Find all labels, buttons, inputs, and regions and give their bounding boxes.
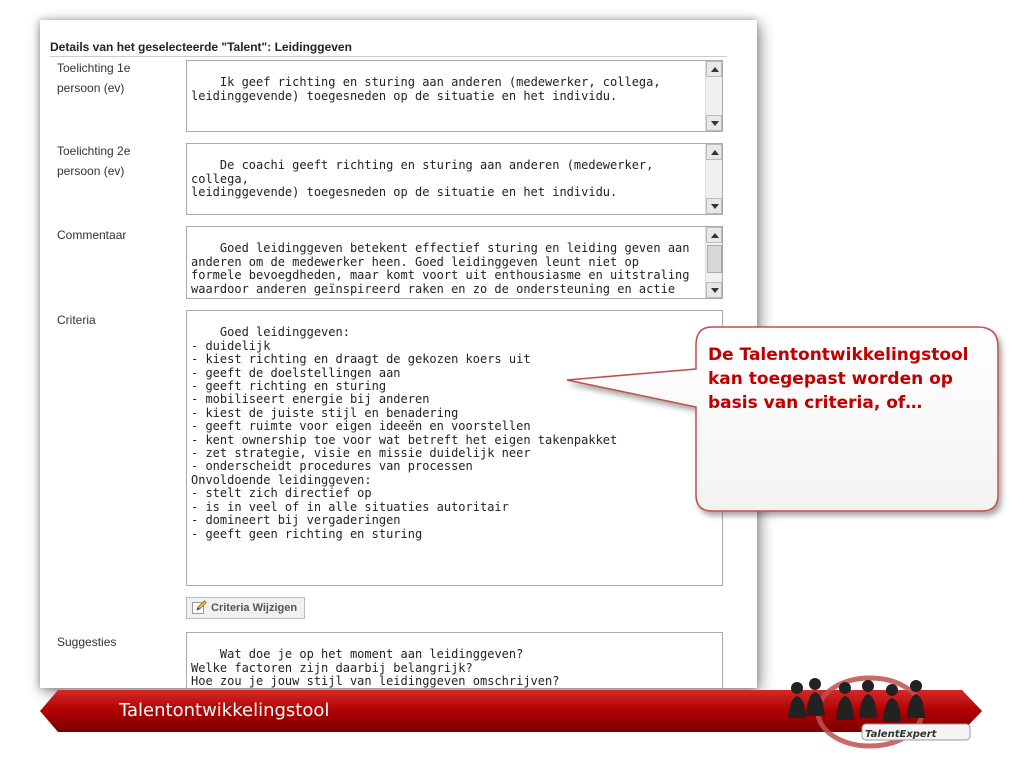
criteria-wijzigen-label: Criteria Wijzigen xyxy=(211,602,298,614)
details-heading: Details van het geselecteerde "Talent": Leidinggeven xyxy=(50,38,727,57)
label-commentaar: Commentaar xyxy=(57,228,127,242)
textarea-criteria-text: Goed leidinggeven: - duidelijk - kiest richting en draagt de gekozen koers uit - geeft de doelstellingen aan - geeft richting en sturing - mobiliseert energie bij anderen - kiest de juiste stijl en benadering - geeft ruimte voor eigen ideeën en voorstellen - kent ownership toe voor wat betreft het eigen takenpakket - zet strategie, visie en missie duidelijk neer - onderscheidt procedures van processen Onvoldoende leidinggeven: - stelt zich directief op - is in veel of in alle situaties autoritair - domineert bij vergaderingen - geeft geen richting en sturing xyxy=(191,325,618,541)
label-toelichting-1e: Toelichting 1e persoon (ev) xyxy=(57,61,131,95)
textarea-commentaar-text: Goed leidinggeven betekent effectief sturing en leiding geven aan anderen om de medewerker heen. Goed leidinggeven leunt niet op formele bevoegdheden, maar komt voort uit enthousiasme en uitstraling waardoor anderen geïnspireerd raken en zo de ondersteuning en actie xyxy=(191,241,690,296)
textarea-toelichting-1e-text: Ik geef richting en sturing aan anderen (medewerker, collega, leidinggevende) toegesneden op de situatie en het individu. xyxy=(191,75,661,103)
textarea-suggesties-text: Wat doe je op het moment aan leidinggeven? Welke factoren zijn daarbij belangrijk? Hoe zou je jouw stijl van leidinggeven omschrijven? xyxy=(191,647,560,688)
label-suggesties: Suggesties xyxy=(57,635,117,649)
callout-text: De Talentontwikkelingstool kan toegepast worden op basis van criteria, of… xyxy=(708,345,969,413)
label-criteria: Criteria xyxy=(57,313,96,327)
logo-text: TalentExpert xyxy=(865,729,937,740)
banner-title: Talentontwikkelingstool xyxy=(119,700,330,721)
label-toelichting-2e: Toelichting 2e persoon (ev) xyxy=(57,144,131,178)
textarea-toelichting-2e-text: De coachi geeft richting en sturing aan anderen (medewerker, collega, leidinggevende) toegesneden op de situatie en het individu. xyxy=(191,158,654,200)
